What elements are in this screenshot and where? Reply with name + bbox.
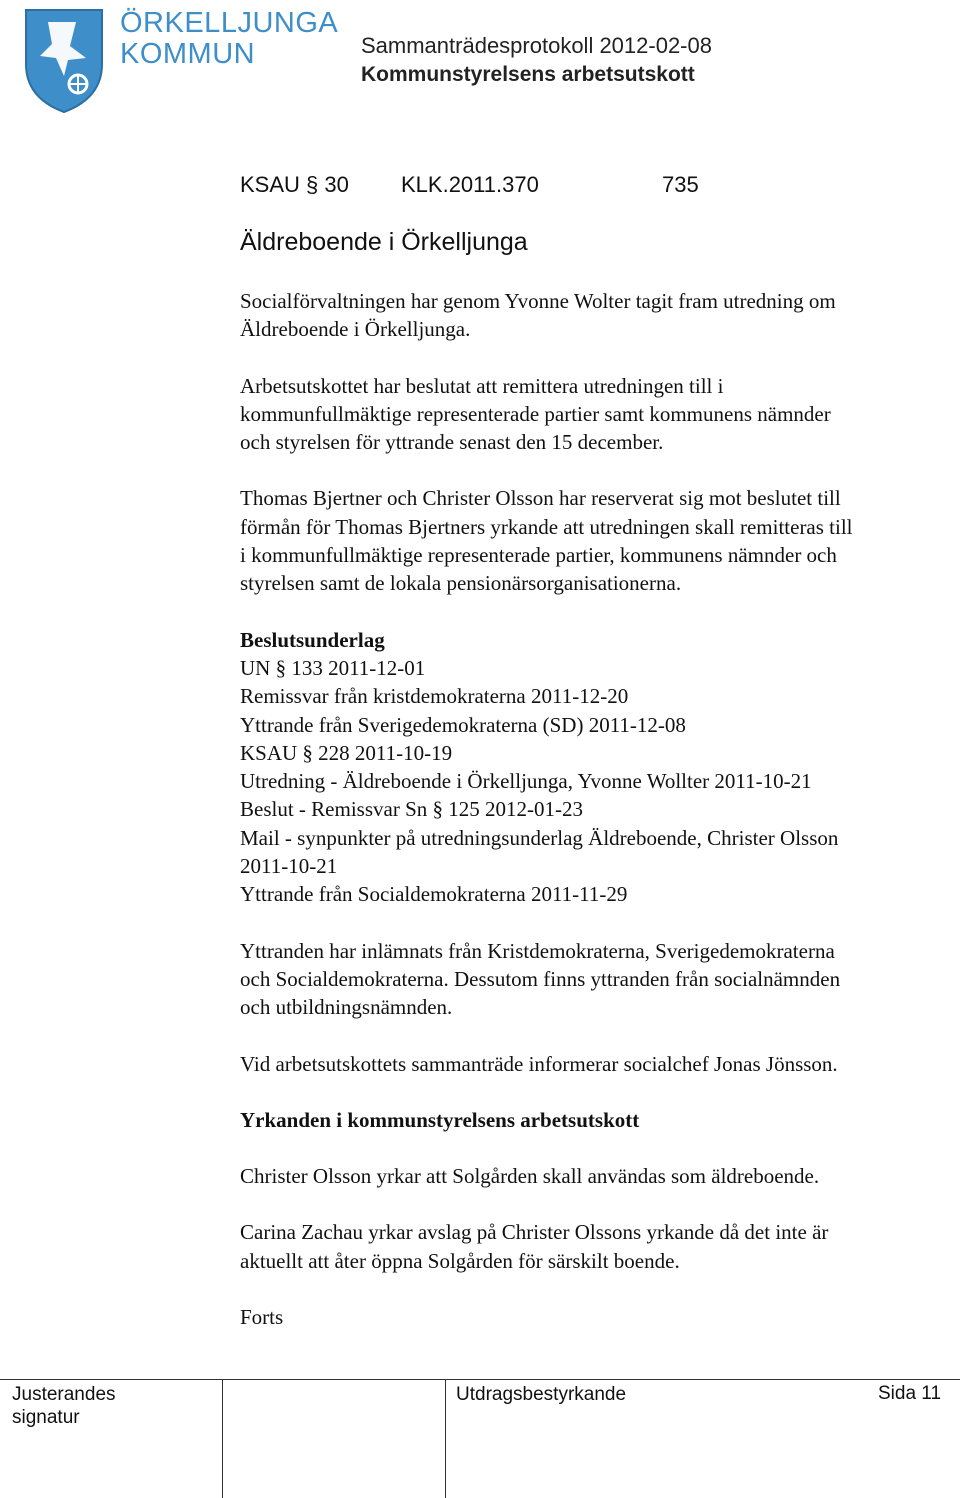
list-item: 2011-10-21 bbox=[240, 854, 338, 879]
footer-column-divider bbox=[222, 1379, 223, 1498]
section-heading-beslutsunderlag: Beslutsunderlag bbox=[240, 627, 385, 652]
section-heading-yrkanden: Yrkanden i kommunstyrelsens arbetsutskott bbox=[240, 1107, 640, 1132]
paragraph-line: Socialförvaltningen har genom Yvonne Wolter tagit fram utredning om bbox=[240, 289, 836, 313]
reference-line bbox=[240, 172, 940, 204]
list-item: Yttrande från Socialdemokraterna 2011-11-29 bbox=[240, 882, 628, 907]
paragraph-line: kommunfullmäktige representerade partier samt kommunens nämnder bbox=[240, 401, 831, 426]
paragraph-line: styrelsen samt de lokala pensionärsorganisationerna. bbox=[240, 571, 682, 596]
paragraph-line: och Socialdemokraterna. Dessutom finns yttranden från socialnämnden bbox=[240, 966, 841, 991]
paragraph-line: aktuellt att åter öppna Solgården för särskilt boende. bbox=[240, 1248, 680, 1273]
brand-name bbox=[120, 8, 338, 70]
brand-line-2: KOMMUN bbox=[120, 38, 256, 70]
list-item: Remissvar från kristdemokraterna 2011-12-20 bbox=[240, 684, 629, 709]
footer-label-line: signatur bbox=[12, 1407, 80, 1428]
list-item: Utredning - Äldreboende i Örkelljunga, Yvonne Wollter 2011-10-21 bbox=[240, 769, 812, 794]
paragraph-line: Thomas Bjertner och Christer Olsson har reserverat sig mot beslutet till bbox=[240, 486, 841, 511]
kommun-logo bbox=[18, 6, 110, 114]
list-item: Mail - synpunkter på utredningsunderlag Äldreboende, Christer Olsson bbox=[240, 825, 839, 850]
paragraph-line: i kommunfullmäktige representerade partier, kommunens nämnder och bbox=[240, 543, 837, 568]
case-number: KSAU § 30 bbox=[240, 172, 349, 197]
continued-note: Forts bbox=[240, 1305, 284, 1330]
document-title: Sammanträdesprotokoll 2012-02-08 bbox=[361, 33, 712, 58]
page-number: Sida 11 bbox=[878, 1383, 942, 1404]
item-title: Äldreboende i Örkelljunga bbox=[240, 228, 528, 256]
brand-line-1: ÖRKELLJUNGA bbox=[120, 7, 339, 39]
diary-number: KLK.2011.370 bbox=[401, 172, 539, 197]
protocol-body bbox=[240, 172, 940, 1331]
document-header bbox=[361, 32, 712, 90]
paragraph-line: Carina Zachau yrkar avslag på Christer Olssons yrkande då det inte är bbox=[240, 1220, 829, 1245]
paragraph-line: förmån för Thomas Bjertners yrkande att utredningen skall remitteras till bbox=[240, 514, 853, 539]
footer-label-line: Justerandes bbox=[12, 1384, 116, 1405]
list-item: KSAU § 228 2011-10-19 bbox=[240, 740, 453, 765]
paragraph-line: Yttranden har inlämnats från Kristdemokraterna, Sverigedemokraterna bbox=[240, 938, 835, 963]
paragraph-line: Arbetsutskottet har beslutat att remittera utredningen till i bbox=[240, 373, 724, 398]
footer-divider bbox=[0, 1379, 960, 1380]
archive-code: 735 bbox=[662, 172, 699, 197]
justerandes-signatur-label bbox=[12, 1383, 116, 1429]
page-footer bbox=[0, 1379, 960, 1498]
list-item: UN § 133 2011-12-01 bbox=[240, 655, 426, 680]
footer-column-divider bbox=[445, 1379, 446, 1498]
utdragsbestyrkande-label: Utdragsbestyrkande bbox=[456, 1384, 627, 1405]
committee-name: Kommunstyrelsens arbetsutskott bbox=[361, 63, 695, 86]
paragraph-line: Äldreboende i Örkelljunga. bbox=[240, 317, 471, 342]
paragraph-line: Christer Olsson yrkar att Solgården skall användas som äldreboende. bbox=[240, 1164, 820, 1189]
paragraph-line: och styrelsen för yttrande senast den 15 december. bbox=[240, 430, 664, 455]
paragraph-line: Vid arbetsutskottets sammanträde informerar socialchef Jonas Jönsson. bbox=[240, 1051, 838, 1076]
paragraph-line: och utbildningsnämnden. bbox=[240, 995, 453, 1020]
list-item: Yttrande från Sverigedemokraterna (SD) 2011-12-08 bbox=[240, 712, 686, 737]
list-item: Beslut - Remissvar Sn § 125 2012-01-23 bbox=[240, 797, 583, 822]
